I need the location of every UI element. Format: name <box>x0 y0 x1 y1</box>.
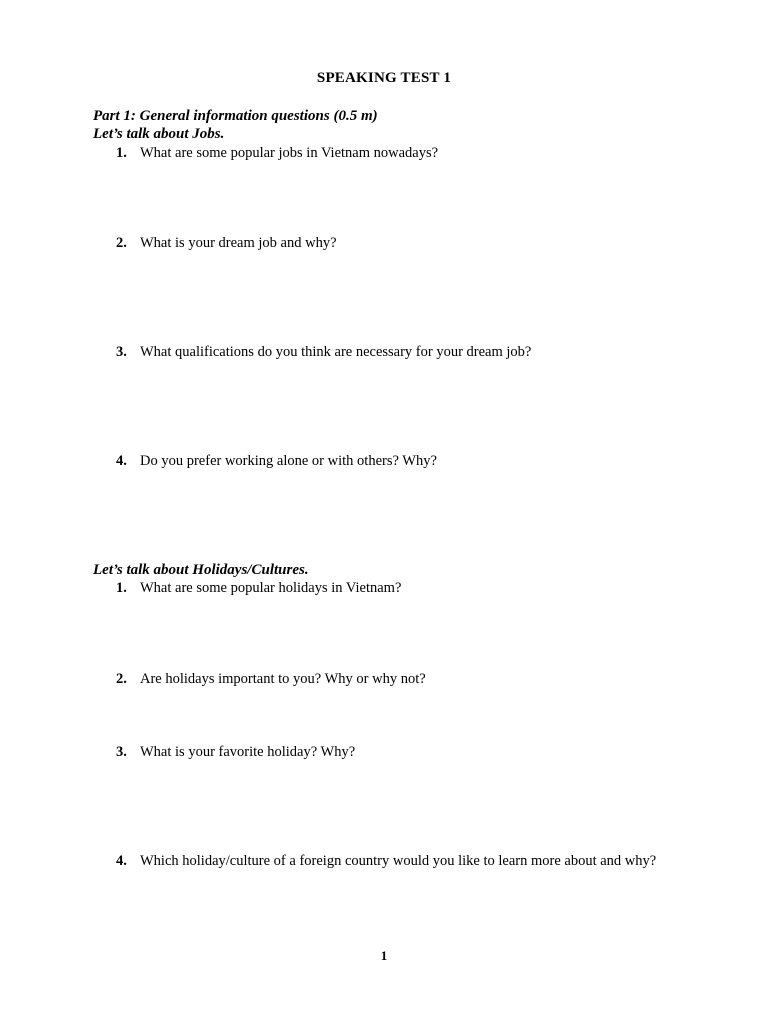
jobs-question-2 <box>116 234 691 252</box>
question-number: 4. <box>116 853 127 869</box>
question-text: Do you prefer working alone or with others? Why? <box>140 453 437 469</box>
holidays-question-2 <box>116 670 691 688</box>
question-text: Which holiday/culture of a foreign country would you like to learn more about and why? <box>140 853 657 869</box>
question-number: 1. <box>116 145 127 161</box>
question-number: 3. <box>116 344 127 360</box>
jobs-question-4 <box>116 452 691 470</box>
question-text: What are some popular holidays in Vietnam? <box>140 580 402 596</box>
question-number: 4. <box>116 453 127 469</box>
question-number: 2. <box>116 671 127 687</box>
jobs-question-3 <box>116 343 691 361</box>
section-heading-holidays: Let’s talk about Holidays/Cultures. <box>93 562 309 578</box>
jobs-question-1 <box>116 144 691 162</box>
question-text: What are some popular jobs in Vietnam nowadays? <box>140 145 439 161</box>
page-number: 1 <box>380 948 388 963</box>
question-number: 1. <box>116 580 127 596</box>
question-text: What qualifications do you think are necessary for your dream job? <box>140 344 532 360</box>
question-text: What is your dream job and why? <box>140 235 337 251</box>
part-heading: Part 1: General information questions (0.5 m) <box>93 108 378 124</box>
question-number: 2. <box>116 235 127 251</box>
holidays-question-3 <box>116 743 691 761</box>
question-text: Are holidays important to you? Why or why not? <box>140 671 426 687</box>
section-heading-jobs: Let’s talk about Jobs. <box>93 126 225 142</box>
holidays-question-1 <box>116 579 691 597</box>
question-text: What is your favorite holiday? Why? <box>140 744 356 760</box>
page-title: SPEAKING TEST 1 <box>316 70 452 86</box>
question-number: 3. <box>116 744 127 760</box>
holidays-question-4 <box>116 852 676 870</box>
